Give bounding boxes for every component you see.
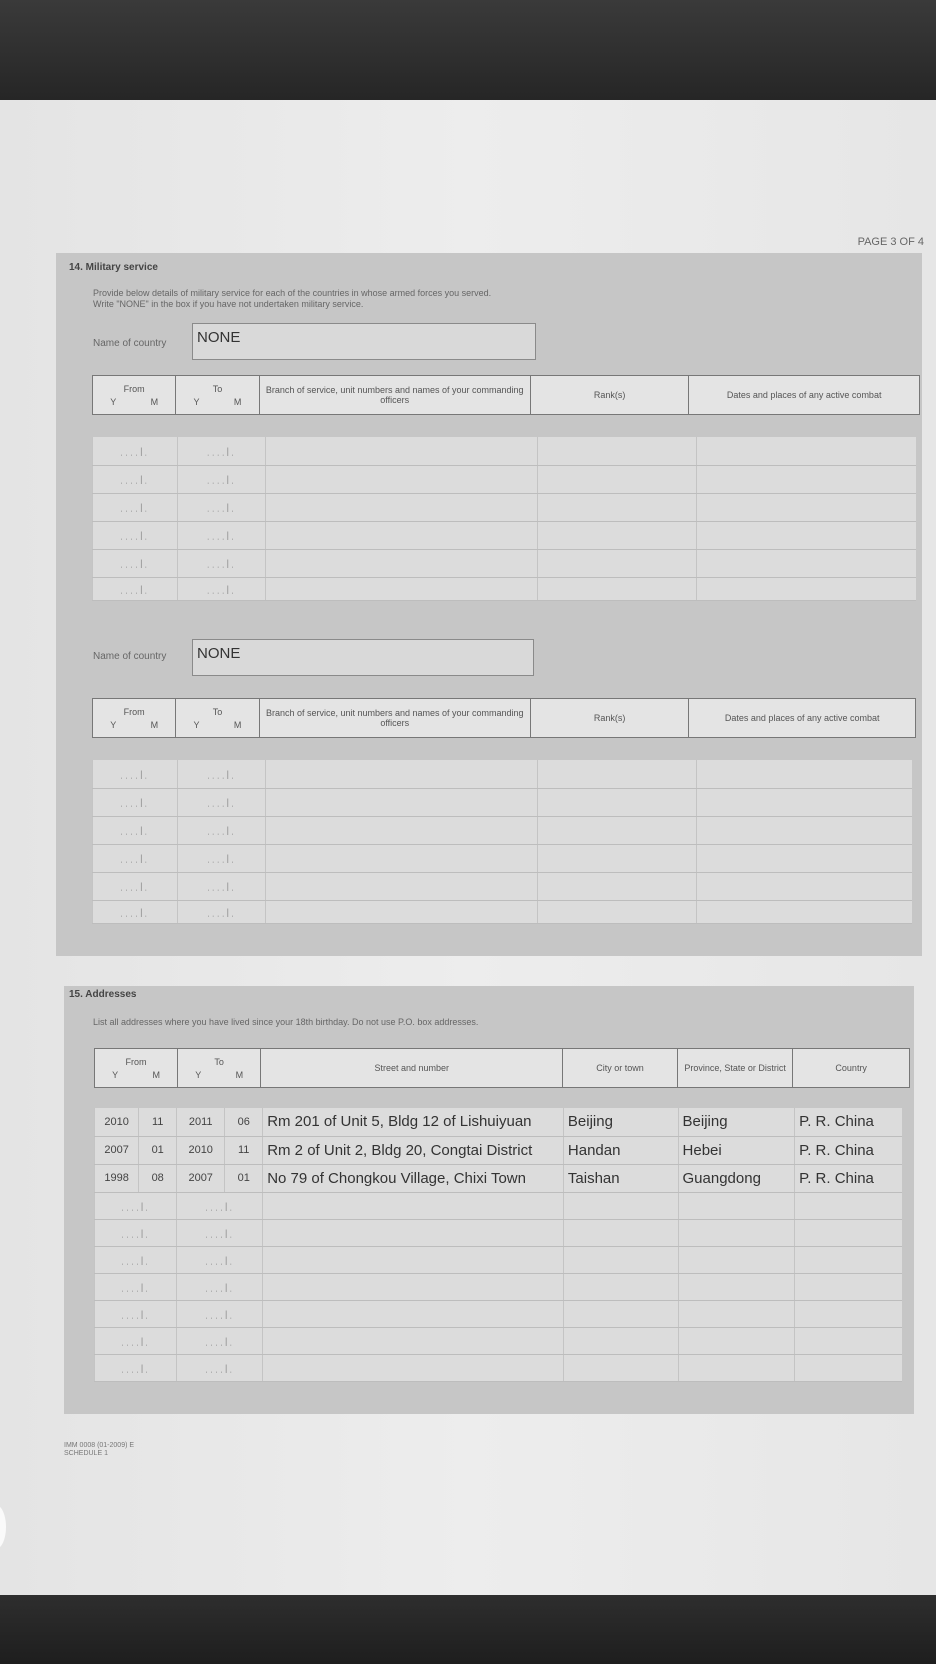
year-month-labels [93, 720, 175, 730]
branch-cell[interactable] [266, 788, 538, 816]
rank-cell[interactable] [538, 900, 697, 923]
from-date-cell[interactable]: ˌˌˌˌ|ˌ [93, 549, 178, 577]
country-field[interactable]: NONE [192, 323, 536, 360]
dates-header: Dates and places of any active combat [689, 699, 916, 738]
country-cell[interactable] [795, 1327, 902, 1354]
city-cell[interactable] [563, 1354, 678, 1381]
to-date-cell[interactable]: ˌˌˌˌ|ˌ [177, 1246, 263, 1273]
to-date-cell[interactable]: ˌˌˌˌ|ˌ [177, 577, 266, 600]
branch-cell[interactable] [266, 465, 538, 493]
table-row [93, 437, 917, 465]
rank-cell[interactable] [538, 872, 697, 900]
branch-cell[interactable] [266, 900, 538, 923]
branch-cell[interactable] [266, 872, 538, 900]
province-cell[interactable] [678, 1300, 795, 1327]
table-row [93, 900, 913, 923]
table-row [95, 1327, 903, 1354]
table-row [93, 521, 917, 549]
branch-header: Branch of service, unit numbers and names of your commanding officers [259, 699, 530, 738]
rank-cell[interactable] [538, 577, 697, 600]
to-date-cell[interactable]: ˌˌˌˌ|ˌ [177, 1219, 263, 1246]
street-cell[interactable]: Rm 201 of Unit 5, Bldg 12 of Lishuiyuan [263, 1108, 564, 1136]
province-cell[interactable] [678, 1327, 795, 1354]
from-date-cell[interactable]: ˌˌˌˌ|ˌ [93, 900, 178, 923]
background-top [0, 0, 936, 100]
country-cell[interactable] [795, 1246, 902, 1273]
to-year-cell[interactable]: 2011 [177, 1108, 225, 1136]
province-cell[interactable] [678, 1246, 795, 1273]
year-month-labels [95, 1070, 177, 1080]
to-header [178, 1049, 261, 1088]
street-cell[interactable] [263, 1327, 564, 1354]
rank-cell[interactable] [538, 760, 697, 788]
dates-cell[interactable] [696, 437, 916, 465]
to-date-cell[interactable]: ˌˌˌˌ|ˌ [177, 788, 266, 816]
table-row [95, 1273, 903, 1300]
dates-cell[interactable] [697, 844, 912, 872]
to-date-cell[interactable]: ˌˌˌˌ|ˌ [177, 1327, 263, 1354]
dates-cell[interactable] [697, 788, 912, 816]
from-year-cell[interactable]: 2007 [95, 1136, 139, 1164]
from-date-cell[interactable]: ˌˌˌˌ|ˌ [95, 1354, 177, 1381]
year-label: Y [112, 1070, 119, 1080]
dates-cell[interactable] [697, 760, 912, 788]
year-label: Y [195, 1070, 202, 1080]
branch-cell[interactable] [266, 493, 538, 521]
street-cell[interactable] [263, 1192, 564, 1219]
to-date-cell[interactable]: ˌˌˌˌ|ˌ [177, 549, 266, 577]
dates-cell[interactable] [696, 465, 916, 493]
year-month-labels [176, 397, 258, 407]
table-row [93, 760, 913, 788]
year-month-labels [176, 720, 258, 730]
city-cell[interactable]: Taishan [563, 1164, 678, 1192]
to-label: To [212, 384, 223, 394]
country-cell[interactable] [795, 1354, 902, 1381]
branch-header: Branch of service, unit numbers and names of your commanding officers [259, 376, 530, 415]
province-cell[interactable] [678, 1219, 795, 1246]
city-cell[interactable]: Handan [563, 1136, 678, 1164]
year-label: Y [193, 397, 200, 407]
from-date-cell[interactable]: ˌˌˌˌ|ˌ [95, 1300, 177, 1327]
to-label: To [212, 707, 223, 717]
to-date-cell[interactable]: ˌˌˌˌ|ˌ [177, 1273, 263, 1300]
province-header: Province, State or District [677, 1049, 793, 1088]
street-cell[interactable] [263, 1354, 564, 1381]
country-cell[interactable] [795, 1219, 902, 1246]
rank-cell[interactable] [538, 549, 697, 577]
province-cell[interactable]: Beijing [678, 1108, 795, 1136]
table-row [95, 1164, 903, 1192]
year-label: Y [110, 720, 117, 730]
from-month-cell[interactable]: 01 [139, 1136, 177, 1164]
from-date-cell[interactable]: ˌˌˌˌ|ˌ [93, 465, 178, 493]
to-month-cell[interactable]: 11 [225, 1136, 263, 1164]
month-label: M [150, 720, 159, 730]
country-cell[interactable] [795, 1273, 902, 1300]
from-year-cell[interactable]: 1998 [95, 1164, 139, 1192]
city-cell[interactable]: Beijing [563, 1108, 678, 1136]
from-date-cell[interactable]: ˌˌˌˌ|ˌ [93, 816, 178, 844]
rank-cell[interactable] [538, 465, 697, 493]
table-row [95, 1136, 903, 1164]
from-label: From [123, 707, 145, 717]
to-date-cell[interactable]: ˌˌˌˌ|ˌ [177, 1354, 263, 1381]
street-cell[interactable] [263, 1246, 564, 1273]
section-14-title: 14. Military service [69, 262, 158, 273]
province-cell[interactable]: Hebei [678, 1136, 795, 1164]
dates-header: Dates and places of any active combat [689, 376, 920, 415]
to-date-cell[interactable]: ˌˌˌˌ|ˌ [177, 1192, 263, 1219]
table-row [93, 788, 913, 816]
city-cell[interactable] [563, 1327, 678, 1354]
from-header [95, 1049, 178, 1088]
from-year-cell[interactable]: 2010 [95, 1108, 139, 1136]
street-cell[interactable]: Rm 2 of Unit 2, Bldg 20, Congtai District [263, 1136, 564, 1164]
street-cell[interactable]: No 79 of Chongkou Village, Chixi Town [263, 1164, 564, 1192]
month-label: M [233, 397, 242, 407]
section-15-instruction: List all addresses where you have lived since your 18th birthday. Do not use P.O. box addresses. [93, 1017, 479, 1027]
from-header [93, 376, 176, 415]
city-cell[interactable] [563, 1246, 678, 1273]
to-date-cell[interactable]: ˌˌˌˌ|ˌ [177, 900, 266, 923]
from-date-cell[interactable]: ˌˌˌˌ|ˌ [93, 493, 178, 521]
dates-cell[interactable] [697, 900, 912, 923]
background-bottom [0, 1595, 936, 1664]
rank-cell[interactable] [538, 521, 697, 549]
street-cell[interactable] [263, 1273, 564, 1300]
addresses-table [94, 1108, 902, 1382]
street-header: Street and number [261, 1049, 563, 1088]
to-date-cell[interactable]: ˌˌˌˌ|ˌ [177, 465, 266, 493]
to-year-cell[interactable]: 2007 [177, 1164, 225, 1192]
section-14-instructions: Provide below details of military service for each of the countries in whose armed forces you served. Write "NONE" in the box if you have not undertaken military service. [93, 288, 492, 309]
year-label: Y [193, 720, 200, 730]
military-table-header [92, 375, 920, 415]
to-month-cell[interactable]: 06 [225, 1108, 263, 1136]
military-table [92, 760, 912, 924]
month-label: M [235, 1070, 244, 1080]
from-date-cell[interactable]: ˌˌˌˌ|ˌ [95, 1192, 177, 1219]
to-header [176, 376, 259, 415]
month-label: M [233, 720, 242, 730]
from-date-cell[interactable]: ˌˌˌˌ|ˌ [93, 844, 178, 872]
rank-cell[interactable] [538, 844, 697, 872]
branch-cell[interactable] [266, 844, 538, 872]
branch-cell[interactable] [266, 521, 538, 549]
from-date-cell[interactable]: ˌˌˌˌ|ˌ [95, 1219, 177, 1246]
from-date-cell[interactable]: ˌˌˌˌ|ˌ [93, 437, 178, 465]
rank-cell[interactable] [538, 788, 697, 816]
country-header: Country [793, 1049, 910, 1088]
military-table-header [92, 698, 916, 738]
province-cell[interactable]: Guangdong [678, 1164, 795, 1192]
to-month-cell[interactable]: 01 [225, 1164, 263, 1192]
from-month-cell[interactable]: 11 [139, 1108, 177, 1136]
from-date-cell[interactable]: ˌˌˌˌ|ˌ [95, 1246, 177, 1273]
table-row [93, 493, 917, 521]
street-cell[interactable] [263, 1219, 564, 1246]
from-label: From [125, 1057, 147, 1067]
city-cell[interactable] [563, 1300, 678, 1327]
dates-cell[interactable] [697, 872, 912, 900]
military-table [92, 437, 916, 601]
dates-cell[interactable] [696, 577, 916, 600]
branch-cell[interactable] [266, 437, 538, 465]
country-cell[interactable]: P. R. China [795, 1136, 902, 1164]
country-cell[interactable] [795, 1300, 902, 1327]
from-date-cell[interactable]: ˌˌˌˌ|ˌ [93, 521, 178, 549]
from-date-cell[interactable]: ˌˌˌˌ|ˌ [93, 760, 178, 788]
to-date-cell[interactable]: ˌˌˌˌ|ˌ [177, 844, 266, 872]
city-cell[interactable] [563, 1273, 678, 1300]
month-label: M [150, 397, 159, 407]
month-label: M [152, 1070, 160, 1080]
city-cell[interactable] [563, 1219, 678, 1246]
form-footer: IMM 0008 (01-2009) E SCHEDULE 1 [64, 1442, 135, 1457]
section-15-title: 15. Addresses [69, 989, 137, 1000]
province-cell[interactable] [678, 1354, 795, 1381]
to-year-cell[interactable]: 2010 [177, 1136, 225, 1164]
table-row [93, 872, 913, 900]
dates-cell[interactable] [697, 816, 912, 844]
table-row [95, 1192, 903, 1219]
branch-cell[interactable] [266, 549, 538, 577]
to-date-cell[interactable]: ˌˌˌˌ|ˌ [177, 493, 266, 521]
branch-cell[interactable] [266, 760, 538, 788]
table-row [95, 1108, 903, 1136]
country-cell[interactable]: P. R. China [795, 1164, 902, 1192]
to-date-cell[interactable]: ˌˌˌˌ|ˌ [177, 521, 266, 549]
from-date-cell[interactable]: ˌˌˌˌ|ˌ [93, 577, 178, 600]
addresses-table-header [94, 1048, 910, 1088]
to-header [176, 699, 259, 738]
to-date-cell[interactable]: ˌˌˌˌ|ˌ [177, 760, 266, 788]
dates-cell[interactable] [696, 493, 916, 521]
dates-cell[interactable] [696, 521, 916, 549]
branch-cell[interactable] [266, 816, 538, 844]
to-label: To [214, 1057, 224, 1067]
from-header [93, 699, 176, 738]
rank-header: Rank(s) [530, 699, 689, 738]
city-header: City or town [563, 1049, 678, 1088]
from-date-cell[interactable]: ˌˌˌˌ|ˌ [93, 872, 178, 900]
table-row [95, 1354, 903, 1381]
year-label: Y [110, 397, 117, 407]
dates-cell[interactable] [696, 549, 916, 577]
country-cell[interactable] [795, 1192, 902, 1219]
from-date-cell[interactable]: ˌˌˌˌ|ˌ [95, 1273, 177, 1300]
province-cell[interactable] [678, 1192, 795, 1219]
from-month-cell[interactable]: 08 [139, 1164, 177, 1192]
table-row [93, 816, 913, 844]
year-month-labels [93, 397, 175, 407]
branch-cell[interactable] [266, 577, 538, 600]
country-field[interactable]: NONE [192, 639, 534, 676]
from-date-cell[interactable]: ˌˌˌˌ|ˌ [95, 1327, 177, 1354]
from-date-cell[interactable]: ˌˌˌˌ|ˌ [93, 788, 178, 816]
rank-cell[interactable] [538, 493, 697, 521]
table-row [95, 1300, 903, 1327]
city-cell[interactable] [563, 1192, 678, 1219]
table-row [93, 549, 917, 577]
rank-cell[interactable] [538, 437, 697, 465]
country-label: Name of country [93, 651, 167, 662]
rank-cell[interactable] [538, 816, 697, 844]
to-date-cell[interactable]: ˌˌˌˌ|ˌ [177, 872, 266, 900]
country-label: Name of country [93, 338, 167, 349]
year-month-labels [178, 1070, 260, 1080]
rank-header: Rank(s) [530, 376, 688, 415]
table-row [93, 577, 917, 600]
street-cell[interactable] [263, 1300, 564, 1327]
to-date-cell[interactable]: ˌˌˌˌ|ˌ [177, 1300, 263, 1327]
page-number: PAGE 3 OF 4 [857, 236, 924, 248]
table-row [95, 1219, 903, 1246]
country-cell[interactable]: P. R. China [795, 1108, 902, 1136]
to-date-cell[interactable]: ˌˌˌˌ|ˌ [177, 437, 266, 465]
province-cell[interactable] [678, 1273, 795, 1300]
table-row [95, 1246, 903, 1273]
to-date-cell[interactable]: ˌˌˌˌ|ˌ [177, 816, 266, 844]
table-row [93, 465, 917, 493]
table-row [93, 844, 913, 872]
from-label: From [123, 384, 145, 394]
